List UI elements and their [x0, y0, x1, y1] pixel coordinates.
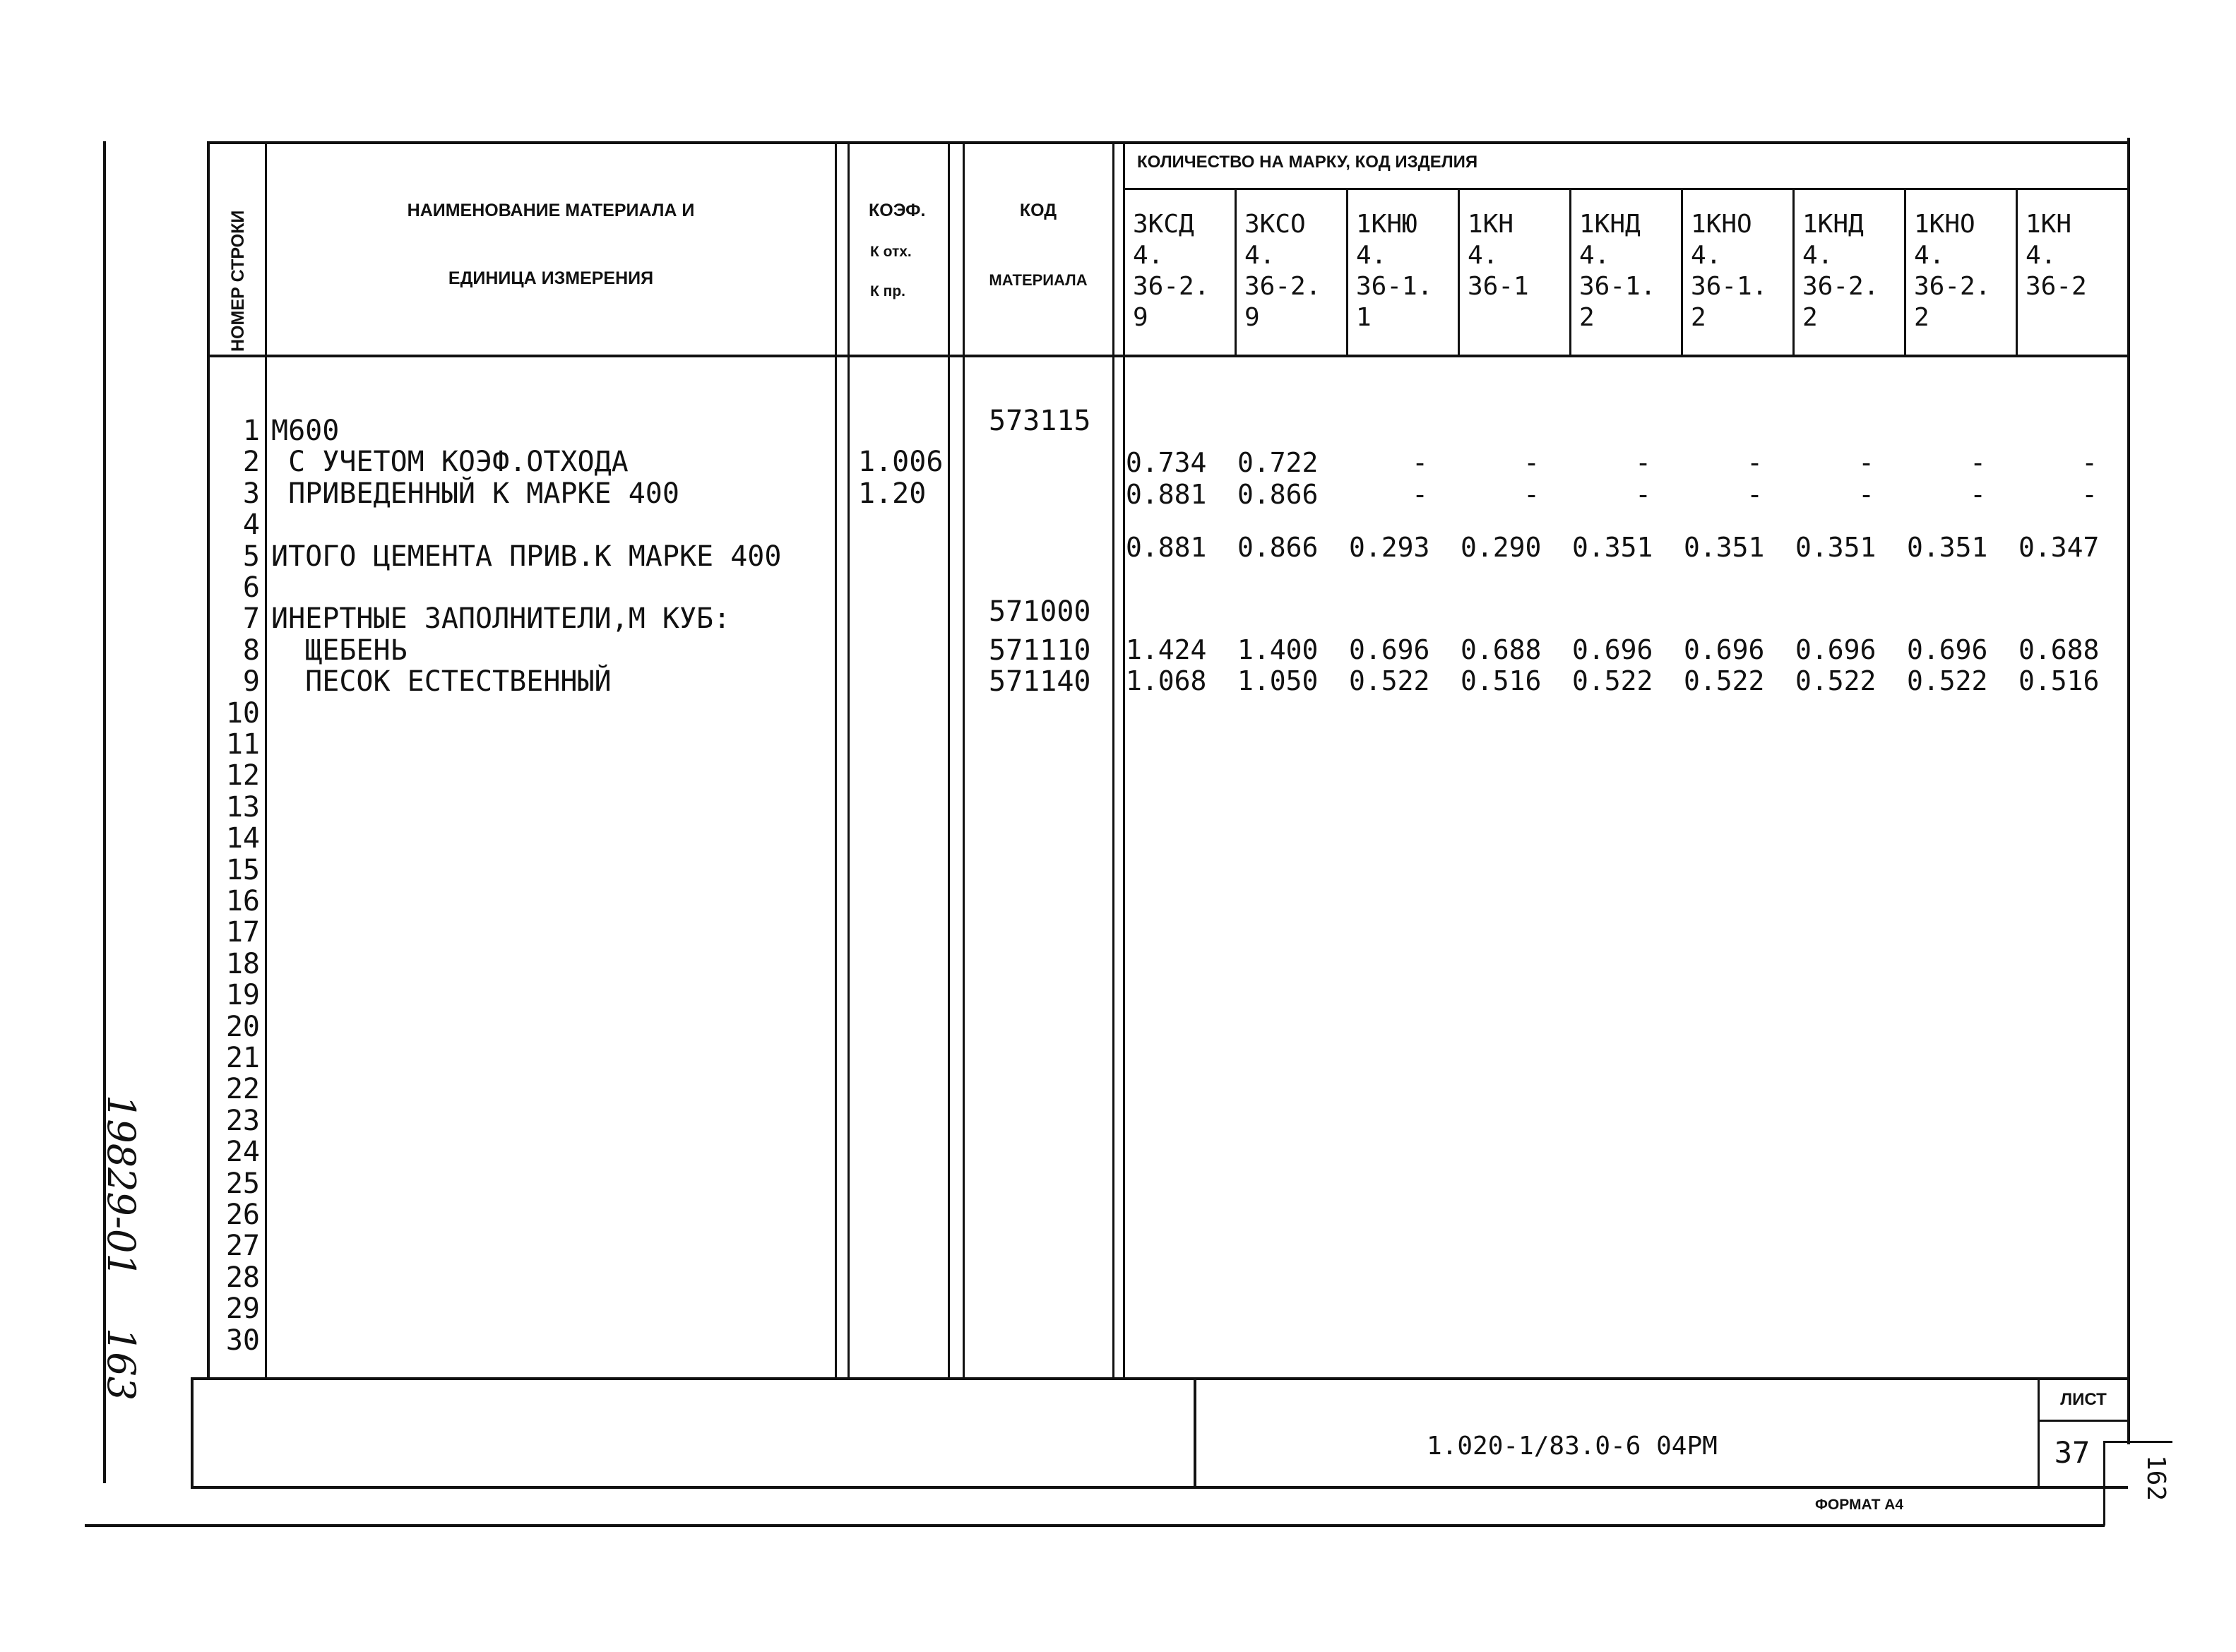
quantity-value: -: [2081, 447, 2098, 479]
product-col-divider: [1458, 188, 1460, 356]
product-code-line: 2: [1579, 303, 1595, 332]
row-number: 27: [225, 1230, 260, 1263]
sheet-box-bottom-right: [2105, 1441, 2172, 1443]
product-code-line: 1КН: [1468, 210, 1514, 239]
outer-bottom-border: [85, 1524, 2105, 1527]
format-label: ФОРМАТ А4: [1815, 1497, 1904, 1513]
row-number: 13: [225, 790, 260, 824]
row-number: 9: [242, 665, 260, 699]
product-col-divider: [1681, 188, 1683, 356]
quantity-value: 0.696: [1907, 634, 1988, 665]
right-border: [2127, 138, 2130, 1444]
quantity-value: -: [1412, 478, 1428, 510]
header-bottom-border: [207, 355, 2128, 357]
row-number: 21: [225, 1042, 260, 1074]
product-code-line: 2: [1691, 303, 1706, 332]
quantity-value: 1.050: [1237, 665, 1319, 697]
product-code-line: 1КНО: [1914, 210, 1975, 239]
row-number-header: НОМЕР СТРОКИ: [228, 210, 248, 352]
stamp-divider: [1194, 1377, 1196, 1489]
quantity-value: -: [1523, 478, 1540, 510]
row-number: 18: [225, 947, 260, 980]
quantity-value: -: [1635, 478, 1651, 510]
quantity-value: -: [1747, 447, 1763, 479]
quantity-value: -: [1858, 447, 1874, 479]
row-number: 17: [225, 916, 260, 949]
col-divider-rownum: [207, 141, 210, 1379]
product-code-line: 36-2: [2026, 272, 2087, 301]
quantity-value: 0.522: [1795, 665, 1877, 697]
row-number: 2: [242, 446, 260, 479]
product-code-line: 36-1.: [1691, 272, 1768, 301]
product-code-line: 1КНД: [1802, 210, 1864, 239]
row-number: 8: [242, 634, 260, 667]
row-number: 26: [225, 1199, 260, 1231]
sheet-label: ЛИСТ: [2060, 1390, 2107, 1409]
product-code-line: 36-2.: [1914, 272, 1991, 301]
product-code-line: 1КНО: [1691, 210, 1752, 239]
product-code-line: 1: [1356, 303, 1372, 332]
quantity-value: 0.290: [1461, 531, 1542, 563]
coef-pr-header: К пр.: [870, 283, 905, 299]
product-code-line: 4.: [1914, 241, 1945, 270]
sheet-box-middle: [2038, 1420, 2128, 1422]
header-top-border: [207, 141, 2128, 144]
row-number: 12: [225, 759, 260, 792]
quantity-value: -: [1970, 478, 1986, 510]
material-coef: 1.006: [858, 446, 944, 479]
sheet-number: 37: [2054, 1435, 2091, 1470]
material-coef: 1.20: [858, 477, 927, 510]
quantity-value: 0.351: [1684, 531, 1765, 563]
quantity-value: 0.522: [1684, 665, 1765, 697]
quantity-value: 1.068: [1126, 665, 1207, 697]
quantity-value: 0.516: [1461, 665, 1542, 697]
row-number: 3: [242, 477, 260, 510]
product-col-divider: [1235, 188, 1237, 356]
col-divider-rownum-inner: [265, 141, 267, 1379]
quantity-value: 0.734: [1126, 447, 1207, 479]
quantity-value: 0.696: [1349, 634, 1430, 665]
quantity-value: -: [1747, 478, 1763, 510]
product-code-line: 4.: [2026, 241, 2057, 270]
left-page-note: 163: [99, 1328, 143, 1401]
quantity-header-divider: [1123, 188, 2128, 190]
quantity-value: -: [1970, 447, 1986, 479]
product-code-line: 36-1.: [1579, 272, 1656, 301]
product-code-line: 3КСО: [1244, 210, 1306, 239]
product-code-line: 36-2.: [1133, 272, 1210, 301]
quantity-value: 0.696: [1572, 634, 1653, 665]
product-code-line: 4.: [1802, 241, 1833, 270]
quantity-value: 0.522: [1349, 665, 1430, 697]
row-number: 20: [225, 1010, 260, 1043]
quantity-value: -: [1412, 447, 1428, 479]
col-divider-name-2: [848, 141, 850, 1379]
row-number: 5: [242, 540, 260, 573]
col-divider-name: [835, 141, 837, 1379]
row-number: 7: [242, 602, 260, 636]
product-code-line: 36-2.: [1802, 272, 1879, 301]
right-page-note: 162: [2141, 1455, 2170, 1502]
quantity-value: 1.400: [1237, 634, 1319, 665]
material-name: С УЧЕТОМ КОЭФ.ОТХОДА: [271, 446, 629, 479]
quantity-value: -: [1635, 447, 1651, 479]
material-code: 573115: [989, 405, 1091, 437]
row-number: 30: [225, 1324, 260, 1357]
col-divider-code-2: [1123, 141, 1125, 1379]
code-material-header: МАТЕРИАЛА: [989, 271, 1088, 289]
quantity-header: КОЛИЧЕСТВО НА МАРКУ, КОД ИЗДЕЛИЯ: [1137, 153, 1478, 172]
row-number: 24: [225, 1136, 260, 1169]
quantity-value: 0.293: [1349, 531, 1430, 563]
quantity-value: 0.347: [2018, 531, 2100, 563]
product-code-line: 3КСД: [1133, 210, 1194, 239]
material-name: ИНЕРТНЫЕ ЗАПОЛНИТЕЛИ,М КУБ:: [271, 602, 731, 636]
row-number: 11: [225, 728, 260, 761]
product-code-line: 4.: [1244, 241, 1275, 270]
product-col-divider: [1792, 188, 1795, 356]
quantity-value: 0.351: [1907, 531, 1988, 563]
row-number: 10: [225, 696, 260, 730]
product-code-line: 9: [1244, 303, 1260, 332]
product-code-line: 2: [1802, 303, 1818, 332]
quantity-value: 0.522: [1572, 665, 1653, 697]
quantity-value: 0.351: [1572, 531, 1653, 563]
quantity-value: 0.351: [1795, 531, 1877, 563]
quantity-value: 0.522: [1907, 665, 1988, 697]
row-number: 25: [225, 1167, 260, 1200]
product-code-line: 4.: [1356, 241, 1387, 270]
product-code-line: 36-1.: [1356, 272, 1433, 301]
material-code: 571140: [989, 665, 1091, 699]
product-col-divider: [1904, 188, 1906, 356]
quantity-value: 0.516: [2018, 665, 2100, 697]
outer-left-border: [103, 141, 106, 1483]
product-col-divider: [2016, 188, 2018, 356]
row-number: 29: [225, 1293, 260, 1326]
quantity-value: 0.688: [1461, 634, 1542, 665]
quantity-value: -: [2081, 478, 2098, 510]
quantity-value: 0.881: [1126, 531, 1207, 563]
material-name: ПЕСОК ЕСТЕСТВЕННЫЙ: [271, 665, 612, 699]
quantity-value: 0.866: [1237, 478, 1319, 510]
quantity-value: 0.866: [1237, 531, 1319, 563]
product-code-line: 36-2.: [1244, 272, 1321, 301]
row-number: 16: [225, 885, 260, 917]
row-number: 4: [242, 509, 260, 542]
row-number: 19: [225, 979, 260, 1012]
material-name: ИТОГО ЦЕМЕНТА ПРИВ.К МАРКЕ 400: [271, 540, 782, 573]
row-number: 23: [225, 1104, 260, 1137]
quantity-value: 1.424: [1126, 634, 1207, 665]
material-name: ЩЕБЕНЬ: [271, 634, 408, 667]
col-divider-coef-2: [963, 141, 965, 1379]
row-number: 28: [225, 1261, 260, 1294]
stamp-left-border: [191, 1377, 194, 1489]
left-inventory-note: 19829-01: [99, 1095, 143, 1278]
quantity-value: -: [1523, 447, 1540, 479]
product-code-line: 1КН: [2026, 210, 2072, 239]
row-number: 22: [225, 1073, 260, 1106]
row-number: 1: [242, 415, 260, 447]
document-code: 1.020-1/83.0-6 04РМ: [1427, 1432, 1718, 1461]
coef-otx-header: К отх.: [870, 244, 912, 260]
product-code-line: 4.: [1133, 241, 1164, 270]
quantity-value: 0.881: [1126, 478, 1207, 510]
product-code-line: 2: [1914, 303, 1929, 332]
coef-header: КОЭФ.: [869, 201, 926, 220]
row-number: 6: [242, 571, 260, 604]
product-col-divider: [1569, 188, 1571, 356]
product-col-divider: [1346, 188, 1348, 356]
table-bottom-border: [191, 1377, 2128, 1380]
col-divider-coef: [948, 141, 950, 1379]
quantity-value: 0.688: [2018, 634, 2100, 665]
product-code-line: 36-1: [1468, 272, 1529, 301]
quantity-value: 0.696: [1684, 634, 1765, 665]
material-name-header-2: ЕДИНИЦА ИЗМЕРЕНИЯ: [448, 268, 654, 288]
product-code-line: 4.: [1579, 241, 1610, 270]
product-code-line: 1КНЮ: [1356, 210, 1417, 239]
col-divider-code: [1112, 141, 1114, 1379]
product-code-line: 4.: [1468, 241, 1499, 270]
code-header: КОД: [1019, 201, 1057, 220]
material-code: 571110: [989, 634, 1091, 667]
material-name: ПРИВЕДЕННЫЙ К МАРКЕ 400: [271, 477, 679, 510]
material-code: 571000: [989, 595, 1091, 629]
row-number: 14: [225, 822, 260, 855]
quantity-value: -: [1858, 478, 1874, 510]
material-name: М600: [271, 415, 340, 447]
product-code-line: 1КНД: [1579, 210, 1641, 239]
stamp-bottom-border: [191, 1486, 2128, 1489]
product-code-line: 4.: [1691, 241, 1722, 270]
row-number: 15: [225, 853, 260, 886]
quantity-value: 0.696: [1795, 634, 1877, 665]
material-name-header-1: НАИМЕНОВАНИЕ МАТЕРИАЛА И: [407, 201, 695, 220]
product-code-line: 9: [1133, 303, 1148, 332]
quantity-value: 0.722: [1237, 447, 1319, 479]
